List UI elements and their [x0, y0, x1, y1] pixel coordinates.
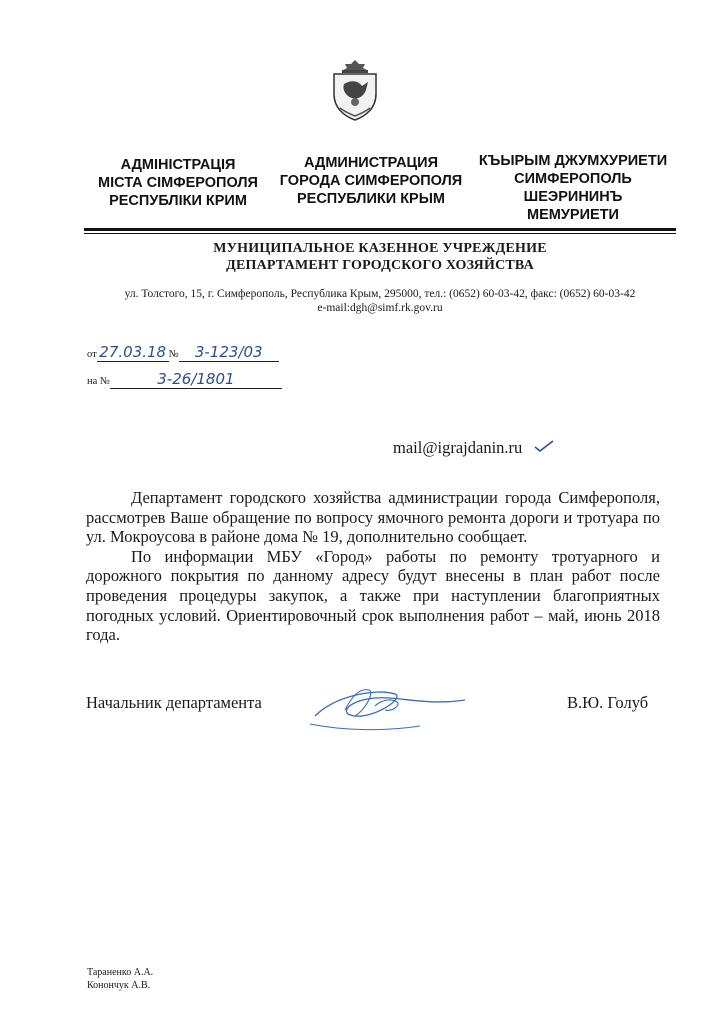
- header-ua-line: МІСТА СІМФЕРОПОЛЯ: [98, 175, 258, 191]
- address-block: [84, 287, 676, 315]
- signer-title: Начальник департамента: [86, 693, 262, 712]
- signature-mark: [305, 676, 475, 736]
- email-line: e-mail:dgh@simf.rk.gov.ru: [317, 302, 443, 314]
- letter-body: [86, 488, 660, 645]
- header-ru-line: ГОРОДА СИМФЕРОПОЛЯ: [279, 173, 463, 189]
- institution-line: ДЕПАРТАМЕНТ ГОРОДСКОГО ХОЗЯЙСТВА: [226, 258, 534, 273]
- outgoing-number: 3-123/03: [179, 343, 279, 362]
- header-rule-thick: [84, 228, 676, 231]
- institution-line: МУНИЦИПАЛЬНОЕ КАЗЕННОЕ УЧРЕЖДЕНИЕ: [213, 241, 547, 256]
- header-ru-line: РЕСПУБЛИКИ КРЫМ: [296, 191, 445, 207]
- reply-ref: [87, 370, 282, 389]
- executors: [87, 966, 153, 992]
- number-label: №: [168, 349, 179, 360]
- header-crh-line: КЪЫРЫМ ДЖУМХУРИЕТИ: [478, 153, 668, 169]
- header-ru-line: АДМИНИСТРАЦИЯ: [303, 155, 438, 171]
- reply-number: 3-26/1801: [110, 370, 282, 389]
- header-ua-line: АДМІНІСТРАЦІЯ: [120, 157, 236, 173]
- address-line: ул. Толстого, 15, г. Симферополь, Республика Крым, 295000, тел.: (0652) 60-03-42, факс: (0652) 60-03-42: [124, 288, 636, 300]
- checkmark-icon: [533, 438, 555, 454]
- header-crh-line: ШЕЭРИНИНЪ: [523, 189, 623, 205]
- header-ua: [78, 156, 278, 210]
- executor-name: Тараненко А.А.: [87, 967, 154, 978]
- header-ua-line: РЕСПУБЛІКИ КРИМ: [109, 193, 247, 209]
- from-label: от: [87, 349, 97, 360]
- header-crh: [470, 152, 676, 224]
- reply-label: на №: [87, 376, 110, 387]
- outgoing-ref: [87, 343, 279, 362]
- body-paragraph: Департамент городского хозяйства администрации города Симферополя, рассмотрев Ваше обращение по вопросу ямочного ремонта дороги и тротуара по ул. Мокроусова в районе дома № 19, дополнительно сообщает.: [86, 488, 660, 547]
- body-paragraph: По информации МБУ «Город» работы по ремонту тротуарного и дорожного покрытия по данному адресу будут внесены в план работ после проведения процедуры закупок, а также при наступлении благоприятных погодных условий. Ориентировочный срок выполнения работ – май, июнь 2018 года.: [86, 546, 660, 645]
- header-rule-thin: [84, 233, 676, 234]
- header-crh-line: СИМФЕРОПОЛЬ: [514, 171, 632, 187]
- signer-name: В.Ю. Голуб: [567, 693, 649, 712]
- header-ru: [262, 154, 480, 208]
- coat-of-arms-icon: [330, 58, 380, 122]
- institution-name: [84, 240, 676, 274]
- outgoing-date: 27.03.18: [97, 343, 169, 362]
- header-crh-line: МЕМУРИЕТИ: [527, 207, 619, 223]
- executor-name: Конончук А.В.: [87, 980, 151, 991]
- recipient-email: mail@igrajdanin.ru: [393, 438, 523, 457]
